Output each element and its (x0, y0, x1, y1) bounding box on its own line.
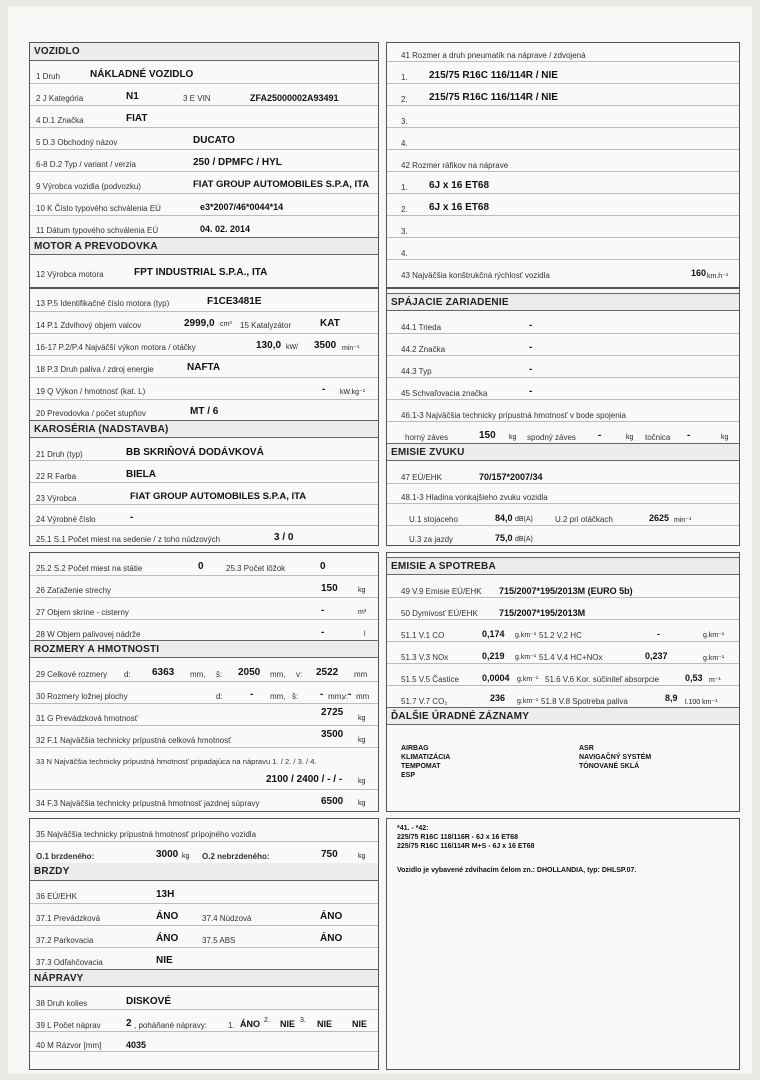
value-brzdeneho: 3000 (156, 849, 179, 860)
label-naprava-1: 1. (228, 1021, 235, 1030)
value-max-rychlost: 160 (691, 268, 707, 278)
label-katalyzator: 15 Katalyzátor (240, 321, 292, 330)
equipment-3: TEMPOMAT (401, 763, 441, 770)
label-co2: 51.7 V.7 CO₂ (401, 697, 448, 706)
value-absorpcia: 0,53 (685, 673, 703, 683)
value-dlzka: 6363 (152, 667, 175, 678)
unit-pri-otackach: min⁻¹ (674, 517, 692, 524)
unit-co2: g.km⁻¹ (517, 698, 539, 705)
value-za-jazdy: 75,0 (495, 533, 513, 543)
label-hc-nox: 51.4 V.4 HC+NOx (539, 653, 603, 662)
unit-mm-v: mm (354, 670, 368, 679)
unit-nebrzdeneho: kg (358, 853, 366, 860)
value-obchodny-nazov: DUCATO (193, 135, 235, 146)
equipment-4: ESP (401, 772, 416, 779)
section-header-vehicle: VOZIDLO (30, 43, 378, 61)
value-naprava-1: ÁNO (240, 1019, 260, 1029)
rim-num-4: 4. (401, 249, 408, 258)
value-naprava-4: NIE (352, 1019, 368, 1029)
value-prevodovka: MT / 6 (190, 406, 219, 417)
label-naprava-2: 2. (264, 1017, 270, 1024)
label-datum-schvalenia: 11 Dátum typového schválenia EÚ (36, 226, 159, 235)
unit-celkova-hmotnost: kg (358, 737, 366, 744)
label-celkova-hmotnost: 32 F.1 Najväčšia technicky prípustná celková hmotnosť (36, 736, 232, 745)
tyre-num-2: 2. (401, 95, 408, 104)
value-pocet-naprav: 2 (126, 1018, 132, 1029)
equipment-2: KLIMATIZÁCIA (401, 754, 451, 761)
label-eu-ehk-brzdy: 36 EÚ/EHK (36, 892, 77, 901)
label-typ-spojenia: 44.3 Typ (401, 367, 432, 376)
label-druh-karoserie: 21 Druh (typ) (36, 450, 83, 459)
label-cislo-motora: 13 P.5 Identifikačné číslo motora (typ) (36, 299, 170, 308)
value-vykon: 130,0 (256, 340, 282, 351)
value-abs: ÁNO (320, 933, 343, 944)
value-lozna-dlzka: - (250, 689, 254, 700)
label-hmotnost-spojenia: 46.1-3 Najväčšia technicky prípustná hmotnosť v bode spojenia (401, 411, 626, 420)
label-kategoria: 2 J Kategória (36, 94, 84, 103)
value-cislo-motora: F1CE3481E (207, 296, 262, 307)
equipment-6: NAVIGAČNÝ SYSTÉM (579, 754, 652, 761)
value-vyrobca-karoserie: FIAT GROUP AUTOMOBILES S.P.A, ITA (130, 491, 307, 502)
value-dymivost: 715/2007*195/2013M (499, 608, 586, 618)
coupling-noise-section (386, 288, 740, 546)
unit-mm-v2: mm (356, 692, 370, 701)
label-s: š: (216, 670, 223, 679)
value-hmotnost-napravy: 2100 / 2400 / - / - (266, 774, 343, 785)
label-vin: 3 E VIN (183, 94, 211, 103)
value-parkovacia-brzda: ÁNO (156, 933, 179, 944)
unit-co: g.km⁻¹ (515, 632, 537, 639)
value-schvalovacia-znacka: - (529, 386, 533, 397)
tyre-num-3: 3. (401, 117, 408, 126)
section-header-emissions: EMISIE A SPOTREBA (387, 557, 739, 575)
note-line-3: 225/75 R16C 116/114R M+S - 6J x 16 ET68 (397, 843, 535, 850)
label-vykon-hmotnost: 19 Q Výkon / hmotnosť (kat. L) (36, 387, 146, 396)
value-miesta-statie: 0 (198, 561, 204, 572)
label-emisie: 49 V.9 Emisie EÚ/EHK (401, 587, 482, 596)
label-v2: v: (342, 692, 349, 701)
value-vyrobne-cislo: - (130, 512, 134, 523)
label-naprava-3: 3. (300, 1017, 306, 1024)
value-stojaceho: 84,0 (495, 513, 513, 523)
value-razvor: 4035 (126, 1040, 147, 1050)
unit-castice: g.km⁻¹ (517, 676, 539, 683)
value-castice: 0,0004 (482, 673, 510, 683)
unit-hmotnost-supravy: kg (358, 800, 366, 807)
value-prevadzkova-hmotnost: 2725 (321, 707, 344, 718)
unit-tocnica: kg (721, 434, 729, 441)
label-druh-kolies: 38 Druh kolies (36, 999, 88, 1008)
label-schvalovacia-znacka: 45 Schvaľovacia značka (401, 389, 488, 398)
equipment-7: TÓNOVANÉ SKLÁ (579, 763, 640, 770)
unit-brzdeneho: kg (182, 853, 190, 860)
section-header-brakes: BRZDY (30, 863, 378, 881)
label-pocet-lozok: 25.3 Počet lôžok (226, 564, 286, 573)
tyres-section (386, 42, 740, 288)
label-objem-nadrze: 28 W Objem palivovej nádrže (36, 630, 141, 639)
unit-zatazenie-strechy: kg (358, 587, 366, 594)
label-znacka-spojenia: 44.2 Značka (401, 345, 446, 354)
value-eu-ehk-zvuk: 70/157*2007/34 (479, 472, 543, 482)
label-pocet-naprav: 39 L Počet náprav (36, 1021, 101, 1030)
label-d2: d: (216, 692, 223, 701)
tyre-num-4: 4. (401, 139, 408, 148)
unit-absorpcia: m⁻¹ (709, 677, 721, 684)
value-typove-schvalenie: e3*2007/46*0044*14 (200, 202, 284, 212)
section-header-axles: NÁPRAVY (30, 969, 378, 987)
value-odlahcovacia-brzda: NIE (156, 955, 173, 966)
value-typ: 250 / DPMFC / HYL (193, 157, 282, 168)
unit-prevadzkova-hmotnost: kg (358, 715, 366, 722)
value-horny-zaves: 150 (479, 430, 496, 441)
value-farba: BIELA (126, 469, 156, 480)
rim-num-1: 1. (401, 183, 408, 192)
value-pocet-miest: 3 / 0 (274, 532, 294, 543)
label-nudzova-brzda: 37.4 Núdzová (202, 914, 252, 923)
value-sirka: 2050 (238, 667, 261, 678)
vehicle-section (29, 42, 379, 288)
label-abs: 37.5 ABS (202, 936, 236, 945)
section-header-records: ĎALŠIE ÚRADNÉ ZÁZNAMY (387, 707, 739, 725)
label-typove-schvalenie: 10 K Číslo typového schválenia EÚ (36, 204, 161, 213)
section-header-body: KAROSÉRIA (NADSTAVBA) (30, 420, 378, 438)
label-d: d: (124, 670, 131, 679)
unit-mm-s: mm, (270, 670, 286, 679)
label-prevadzkova-hmotnost: 31 G Prevádzková hmotnosť (36, 714, 138, 723)
label-zatazenie-strechy: 26 Zaťaženie strechy (36, 586, 112, 595)
label-hmotnost-supravy: 34 F.3 Najväčšia technicky prípustná hmotnosť jazdnej súpravy (36, 799, 260, 808)
unit-mm-d2: mm, (270, 692, 286, 701)
label-objem: 14 P.1 Zdvihový objem valcov (36, 321, 142, 330)
value-lozna-sirka: - (320, 689, 324, 700)
value-znacka-spojenia: - (529, 342, 533, 353)
value-hc: - (657, 629, 660, 639)
label-spodny-zaves: spodný záves (527, 433, 576, 442)
label-pocet-miest: 25.1 S.1 Počet miest na sedenie / z toho núdzových (36, 535, 221, 544)
value-objem-skrine: - (321, 605, 325, 616)
unit-vykon-hmotnost: kW.kg⁻¹ (340, 389, 366, 396)
label-absorpcia: 51.6 V.6 Kor. súčiniteľ absorpcie (545, 675, 660, 684)
unit-mm-d: mm, (190, 670, 206, 679)
value-rafik-2: 6J x 16 ET68 (429, 202, 490, 213)
value-naprava-3: NIE (317, 1019, 333, 1029)
value-vyrobca-motora: FPT INDUSTRIAL S.P.A., ITA (134, 267, 268, 278)
unit-hc: g.km⁻¹ (703, 632, 725, 639)
label-max-rychlost: 43 Najväčšia konštrukčná rýchlosť vozidla (401, 271, 550, 280)
label-razvor: 40 M Rázvor [mm] (36, 1041, 102, 1050)
label-druh: 1 Druh (36, 72, 61, 81)
rim-num-3: 3. (401, 227, 408, 236)
label-lozna-plocha: 30 Rozmery ložnej plochy (36, 692, 128, 701)
value-hmotnost-supravy: 6500 (321, 796, 344, 807)
unit-otacky: min⁻¹ (342, 345, 360, 352)
value-pneumatika-2: 215/75 R16C 116/114R / NIE (429, 92, 558, 103)
note-line-1: *41. - *42: (397, 825, 429, 832)
value-trieda: - (529, 320, 533, 331)
value-vin: ZFA25000002A93491 (250, 93, 339, 103)
unit-horny-zaves: kg (509, 434, 517, 441)
label-vyrobca-karoserie: 23 Výrobca (36, 494, 77, 503)
value-spotreba: 8,9 (665, 693, 678, 703)
label-odlahcovacia-brzda: 37.3 Odľahčovacia (36, 958, 103, 967)
value-pri-otackach: 2625 (649, 513, 670, 523)
value-tocnica: - (687, 430, 691, 441)
section-header-coupling: SPÁJACIE ZARIADENIE (387, 293, 739, 311)
registration-document (8, 6, 752, 1074)
value-vyska: 2522 (316, 667, 339, 678)
label-pohanane-napravy: , poháňané nápravy: (134, 1021, 207, 1030)
unit-nox: g.km⁻¹ (515, 654, 537, 661)
unit-objem-skrine: m³ (358, 609, 367, 616)
value-nudzova-brzda: ÁNO (320, 911, 343, 922)
section-header-engine: MOTOR A PREVODOVKA (30, 237, 378, 255)
value-otacky: 3500 (314, 340, 337, 351)
label-co: 51.1 V.1 CO (401, 631, 445, 640)
section-header-dimensions: ROZMERY A HMOTNOSTI (30, 640, 378, 658)
note-line-4: Vozidlo je vybavené zdvíhacím čelom zn.: DHOLLANDIA, typ: DHLSP.07. (397, 867, 637, 874)
value-hc-nox: 0,237 (645, 651, 668, 661)
value-naprava-2: NIE (280, 1019, 296, 1029)
label-objem-skrine: 27 Objem skrine - cisterny (36, 608, 129, 617)
value-katalyzator: KAT (320, 318, 340, 329)
label-dymivost: 50 Dymivosť EÚ/EHK (401, 609, 478, 618)
label-znacka: 4 D.1 Značka (36, 116, 84, 125)
value-lozna-vyska: - (348, 689, 352, 700)
tyre-num-1: 1. (401, 73, 408, 82)
label-s2: š: (292, 692, 299, 701)
unit-objem: cm³ (220, 321, 232, 328)
label-celkove-rozmery: 29 Celkové rozmery (36, 670, 108, 679)
unit-hc-nox: g.km⁻¹ (703, 655, 725, 662)
label-tocnica: točnica (645, 433, 671, 442)
label-palivo: 18 P.3 Druh paliva / zdroj energie (36, 365, 154, 374)
value-prevadzkova-brzda: ÁNO (156, 911, 179, 922)
label-nebrzdeneho: O.2 nebrzdeného: (202, 852, 270, 861)
equipment-5: ASR (579, 745, 594, 752)
label-vykon: 16-17 P.2/P.4 Najväčší výkon motora / otáčky (36, 343, 196, 352)
value-objem-nadrze: - (321, 627, 325, 638)
label-stojaceho: U.1 stojaceho (409, 515, 458, 524)
unit-stojaceho: dB(A) (515, 516, 533, 523)
value-druh: NÁKLADNÉ VOZIDLO (90, 69, 194, 80)
label-hmotnost-pripojneho: 35 Najväčšia technicky prípustná hmotnosť prípojného vozidla (36, 830, 257, 839)
value-znacka: FIAT (126, 113, 148, 124)
value-typ-spojenia: - (529, 364, 533, 375)
section-header-noise: EMISIE ZVUKU (387, 443, 739, 461)
unit-objem-nadrze: l (364, 631, 366, 638)
label-pri-otackach: U.2 pri otáčkach (555, 515, 613, 524)
unit-za-jazdy: dB(A) (515, 536, 533, 543)
value-spodny-zaves: - (598, 430, 602, 441)
dimensions-section (29, 552, 379, 812)
label-trieda: 44.1 Trieda (401, 323, 442, 332)
value-palivo: NAFTA (187, 362, 221, 373)
label-prevadzkova-brzda: 37.1 Prevádzková (36, 914, 101, 923)
value-eu-ehk-brzdy: 13H (156, 889, 175, 900)
label-brzdeneho: O.1 brzdeného: (36, 852, 95, 861)
label-obchodny-nazov: 5 D.3 Obchodný názov (36, 138, 118, 147)
equipment-1: AIRBAG (401, 745, 429, 752)
rim-num-2: 2. (401, 205, 408, 214)
emissions-section (386, 552, 740, 812)
label-miesta-statie: 25.2 S.2 Počet miest na státie (36, 564, 143, 573)
label-vyrobne-cislo: 24 Výrobné číslo (36, 515, 96, 524)
value-rafik-1: 6J x 16 ET68 (429, 180, 490, 191)
label-typ: 6-8 D.2 Typ / variant / verzia (36, 160, 136, 169)
label-hmotnost-napravy: 33 N Najväčšia technicky prípustná hmotnosť pripadajúca na nápravu 1. / 2. / 3. / 4. (36, 757, 317, 766)
value-druh-karoserie: BB SKRIŇOVÁ DODÁVKOVÁ (126, 447, 264, 458)
unit-hmotnost-napravy: kg (358, 778, 366, 785)
value-pneumatika-1: 215/75 R16C 116/114R / NIE (429, 70, 558, 81)
label-za-jazdy: U.3 za jazdy (409, 535, 454, 544)
value-zatazenie-strechy: 150 (321, 583, 338, 594)
unit-mm-s2: mm, (328, 692, 344, 701)
value-celkova-hmotnost: 3500 (321, 729, 344, 740)
note-line-2: 225/75 R16C 118/116R - 6J x 16 ET68 (397, 834, 519, 841)
label-v: v: (296, 670, 303, 679)
value-pocet-lozok: 0 (320, 561, 326, 572)
label-rafiky: 42 Rozmer ráfikov na náprave (401, 161, 509, 170)
label-horny-zaves: horný záves (405, 433, 449, 442)
value-co: 0,174 (482, 629, 505, 639)
value-datum-schvalenia: 04. 02. 2014 (200, 224, 251, 234)
value-emisie: 715/2007*195/2013M (EURO 5b) (499, 586, 633, 596)
label-pneumatiky: 41 Rozmer a druh pneumatík na náprave / zdvojená (401, 51, 586, 60)
value-objem: 2999,0 (184, 318, 215, 329)
value-vyrobca: FIAT GROUP AUTOMOBILES S.P.A, ITA (193, 179, 370, 190)
label-eu-ehk-zvuk: 47 EÚ/EHK (401, 473, 442, 482)
label-castice: 51.5 V.5 Častice (401, 675, 459, 684)
engine-body-section (29, 288, 379, 546)
unit-max-rychlost: km.h⁻¹ (707, 273, 729, 280)
unit-vykon: kW/ (286, 344, 299, 351)
brakes-axles-section (29, 818, 379, 1070)
notes-section (386, 818, 740, 1070)
value-vykon-hmotnost: - (322, 384, 326, 395)
label-farba: 22 R Farba (36, 472, 77, 481)
label-hc: 51.2 V.2 HC (539, 631, 582, 640)
label-vyrobca-motora: 12 Výrobca motora (36, 270, 104, 279)
value-kategoria: N1 (126, 91, 139, 102)
value-nox: 0,219 (482, 651, 505, 661)
unit-spodny-zaves: kg (626, 434, 634, 441)
label-spotreba: 51.8 V.8 Spotreba paliva (541, 697, 628, 706)
label-nox: 51.3 V.3 NOx (401, 653, 449, 662)
label-hladina-zvuku: 48.1-3 Hladina vonkajšieho zvuku vozidla (401, 493, 548, 502)
value-nebrzdeneho: 750 (321, 849, 338, 860)
label-vyrobca: 9 Výrobca vozidla (podvozku) (36, 182, 141, 191)
value-co2: 236 (490, 693, 506, 703)
unit-spotreba: l.100 km⁻¹ (685, 699, 718, 706)
label-prevodovka: 20 Prevodovka / počet stupňov (36, 409, 146, 418)
value-druh-kolies: DISKOVÉ (126, 996, 172, 1007)
label-parkovacia-brzda: 37.2 Parkovacia (36, 936, 94, 945)
